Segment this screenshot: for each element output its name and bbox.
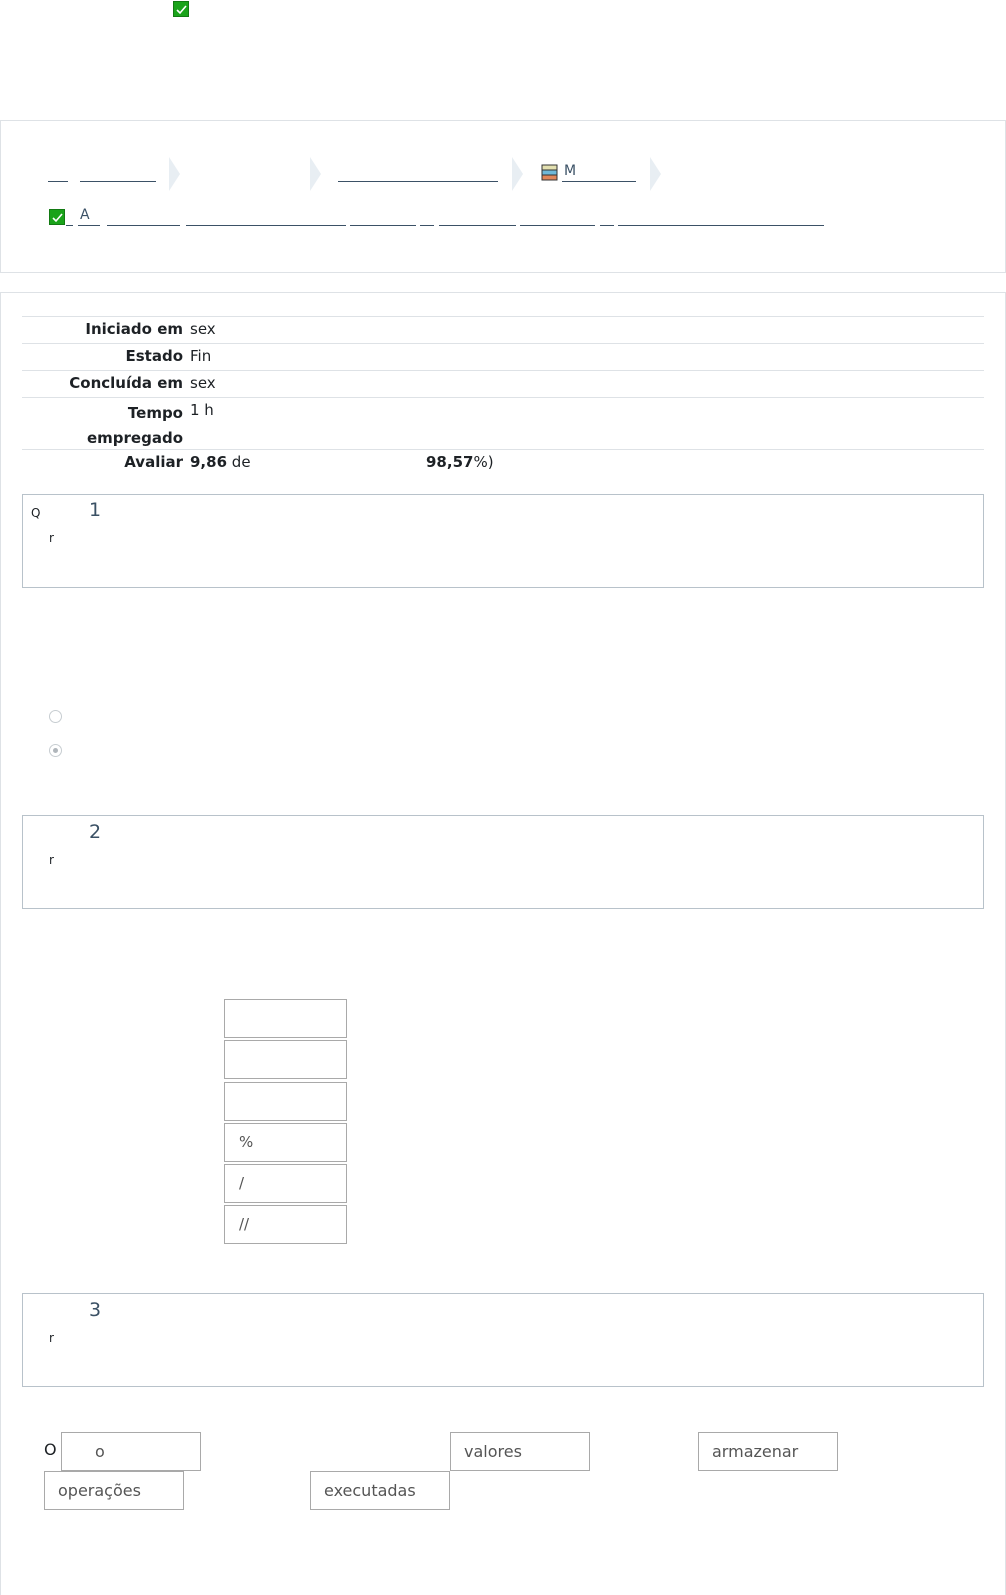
breadcrumb-course-label: M: [564, 163, 577, 179]
check-icon: [173, 1, 189, 17]
question-status: r: [49, 1331, 54, 1345]
drop-zone[interactable]: armazenar: [698, 1432, 838, 1471]
answer-option-radio[interactable]: [49, 710, 62, 723]
answer-field[interactable]: [224, 1040, 347, 1079]
question-number: 3: [89, 1299, 102, 1321]
question-prefix: Q: [31, 506, 41, 520]
breadcrumb-link-2[interactable]: [338, 181, 498, 182]
book-stack-icon: [540, 164, 560, 186]
check-icon: [49, 209, 65, 225]
question-3-info: [22, 1293, 984, 1387]
breadcrumb-panel: [0, 120, 1006, 273]
main-content: [0, 292, 1006, 1595]
drop-zone[interactable]: operações: [44, 1471, 184, 1510]
grade-percent-suffix: %): [473, 453, 494, 471]
breadcrumb-link-home[interactable]: [48, 181, 68, 182]
grade-percent: 98,57: [426, 453, 474, 471]
breadcrumb-separator: [512, 157, 523, 191]
summary-value-completed: sex: [190, 374, 216, 392]
activity-link[interactable]: [66, 207, 826, 229]
question-number: 1: [89, 499, 102, 521]
breadcrumb-link-1[interactable]: [80, 181, 156, 182]
breadcrumb-separator: [310, 157, 321, 191]
summary-label-grade: Avaliar: [124, 453, 183, 471]
question-status: r: [49, 853, 54, 867]
grade-of: de: [231, 453, 251, 471]
answer-field[interactable]: %: [224, 1123, 347, 1162]
summary-label-time: Tempo empregado: [86, 404, 183, 447]
answer-field[interactable]: //: [224, 1205, 347, 1244]
question-2-info: [22, 815, 984, 909]
breadcrumb-separator: [650, 157, 661, 191]
breadcrumb-link-course[interactable]: [540, 162, 638, 184]
question-number: 2: [89, 821, 102, 843]
answer-field[interactable]: [224, 1082, 347, 1121]
summary-label-state: Estado: [125, 347, 183, 365]
answer-field[interactable]: [224, 999, 347, 1038]
breadcrumb-separator: [169, 157, 180, 191]
question-status: r: [49, 531, 54, 545]
drop-zone[interactable]: o: [61, 1432, 201, 1471]
summary-value-time: 1 h: [190, 401, 214, 419]
summary-label-completed: Concluída em: [69, 374, 183, 392]
summary-value-state: Fin: [190, 347, 212, 365]
summary-value-grade: [190, 453, 590, 471]
summary-value-started: sex: [190, 320, 216, 338]
drop-zone[interactable]: executadas: [310, 1471, 450, 1510]
answer-option-radio-selected[interactable]: [49, 744, 62, 757]
activity-title-initial: A: [80, 207, 90, 223]
summary-label-started: Iniciado em: [85, 320, 183, 338]
grade-score: 9,86: [190, 453, 228, 471]
answer-field[interactable]: /: [224, 1164, 347, 1203]
drop-zone[interactable]: valores: [450, 1432, 590, 1471]
question-1-info: [22, 494, 984, 588]
question-3-lead: O: [44, 1440, 57, 1459]
